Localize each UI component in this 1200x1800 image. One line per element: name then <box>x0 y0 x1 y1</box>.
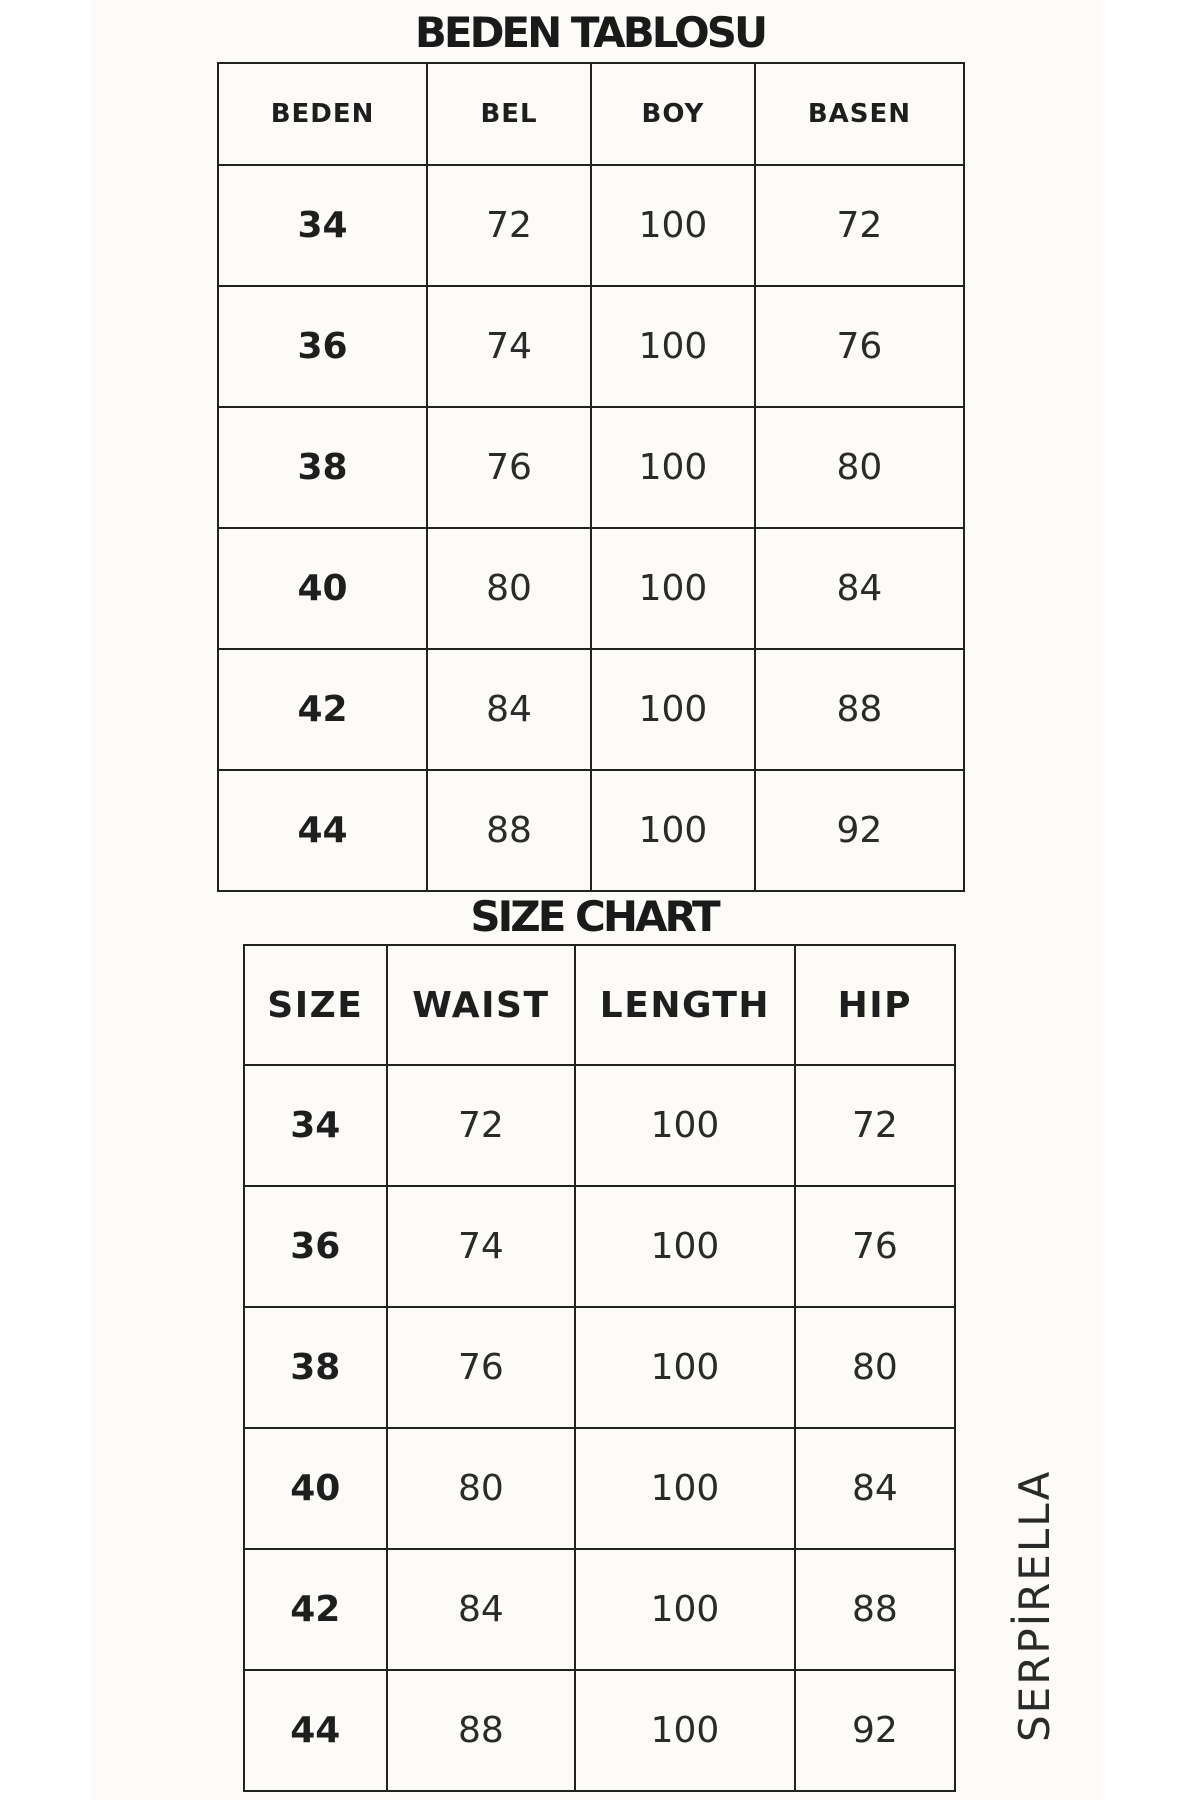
header-length: LENGTH <box>575 945 795 1065</box>
basen-cell: 72 <box>755 165 964 286</box>
table-row <box>244 1186 955 1307</box>
basen-cell: 84 <box>755 528 964 649</box>
bel-cell: 88 <box>427 770 591 891</box>
hip-cell: 92 <box>795 1670 955 1791</box>
size-cell: 38 <box>218 407 427 528</box>
boy-cell: 100 <box>591 649 755 770</box>
waist-cell: 88 <box>387 1670 576 1791</box>
table-row <box>218 770 964 891</box>
table-row <box>244 1307 955 1428</box>
size-cell: 36 <box>218 286 427 407</box>
bel-cell: 76 <box>427 407 591 528</box>
size-cell: 40 <box>218 528 427 649</box>
header-size: SIZE <box>244 945 387 1065</box>
header-basen: BASEN <box>755 63 964 165</box>
table-row <box>244 1549 955 1670</box>
size-cell: 42 <box>244 1549 387 1670</box>
boy-cell: 100 <box>591 770 755 891</box>
basen-cell: 88 <box>755 649 964 770</box>
table-row <box>218 407 964 528</box>
hip-cell: 88 <box>795 1549 955 1670</box>
header-hip: HIP <box>795 945 955 1065</box>
boy-cell: 100 <box>591 286 755 407</box>
waist-cell: 84 <box>387 1549 576 1670</box>
table-header-row <box>244 945 955 1065</box>
waist-cell: 72 <box>387 1065 576 1186</box>
brand-name: SERPİRELLA <box>1010 1469 1059 1742</box>
size-cell: 36 <box>244 1186 387 1307</box>
boy-cell: 100 <box>591 528 755 649</box>
hip-cell: 84 <box>795 1428 955 1549</box>
waist-cell: 74 <box>387 1186 576 1307</box>
table-row <box>244 1065 955 1186</box>
length-cell: 100 <box>575 1670 795 1791</box>
table-row <box>218 165 964 286</box>
size-cell: 34 <box>218 165 427 286</box>
bel-cell: 80 <box>427 528 591 649</box>
size-cell: 34 <box>244 1065 387 1186</box>
waist-cell: 80 <box>387 1428 576 1549</box>
table-header-row <box>218 63 964 165</box>
basen-cell: 80 <box>755 407 964 528</box>
size-cell: 42 <box>218 649 427 770</box>
waist-cell: 76 <box>387 1307 576 1428</box>
length-cell: 100 <box>575 1549 795 1670</box>
length-cell: 100 <box>575 1065 795 1186</box>
header-bel: BEL <box>427 63 591 165</box>
english-chart-title: SIZE CHART <box>470 892 718 941</box>
bel-cell: 72 <box>427 165 591 286</box>
size-cell: 40 <box>244 1428 387 1549</box>
table-row <box>244 1670 955 1791</box>
hip-cell: 72 <box>795 1065 955 1186</box>
table-row <box>218 528 964 649</box>
header-waist: WAIST <box>387 945 576 1065</box>
size-cell: 44 <box>244 1670 387 1791</box>
size-cell: 44 <box>218 770 427 891</box>
header-boy: BOY <box>591 63 755 165</box>
length-cell: 100 <box>575 1307 795 1428</box>
hip-cell: 76 <box>795 1186 955 1307</box>
length-cell: 100 <box>575 1428 795 1549</box>
basen-cell: 92 <box>755 770 964 891</box>
header-beden: BEDEN <box>218 63 427 165</box>
boy-cell: 100 <box>591 407 755 528</box>
table-row <box>218 286 964 407</box>
bel-cell: 74 <box>427 286 591 407</box>
basen-cell: 76 <box>755 286 964 407</box>
bel-cell: 84 <box>427 649 591 770</box>
length-cell: 100 <box>575 1186 795 1307</box>
english-size-table <box>243 944 956 1792</box>
table-row <box>244 1428 955 1549</box>
size-cell: 38 <box>244 1307 387 1428</box>
hip-cell: 80 <box>795 1307 955 1428</box>
boy-cell: 100 <box>591 165 755 286</box>
table-row <box>218 649 964 770</box>
turkish-chart-title: BEDEN TABLOSU <box>414 8 766 57</box>
turkish-size-table <box>217 62 965 892</box>
